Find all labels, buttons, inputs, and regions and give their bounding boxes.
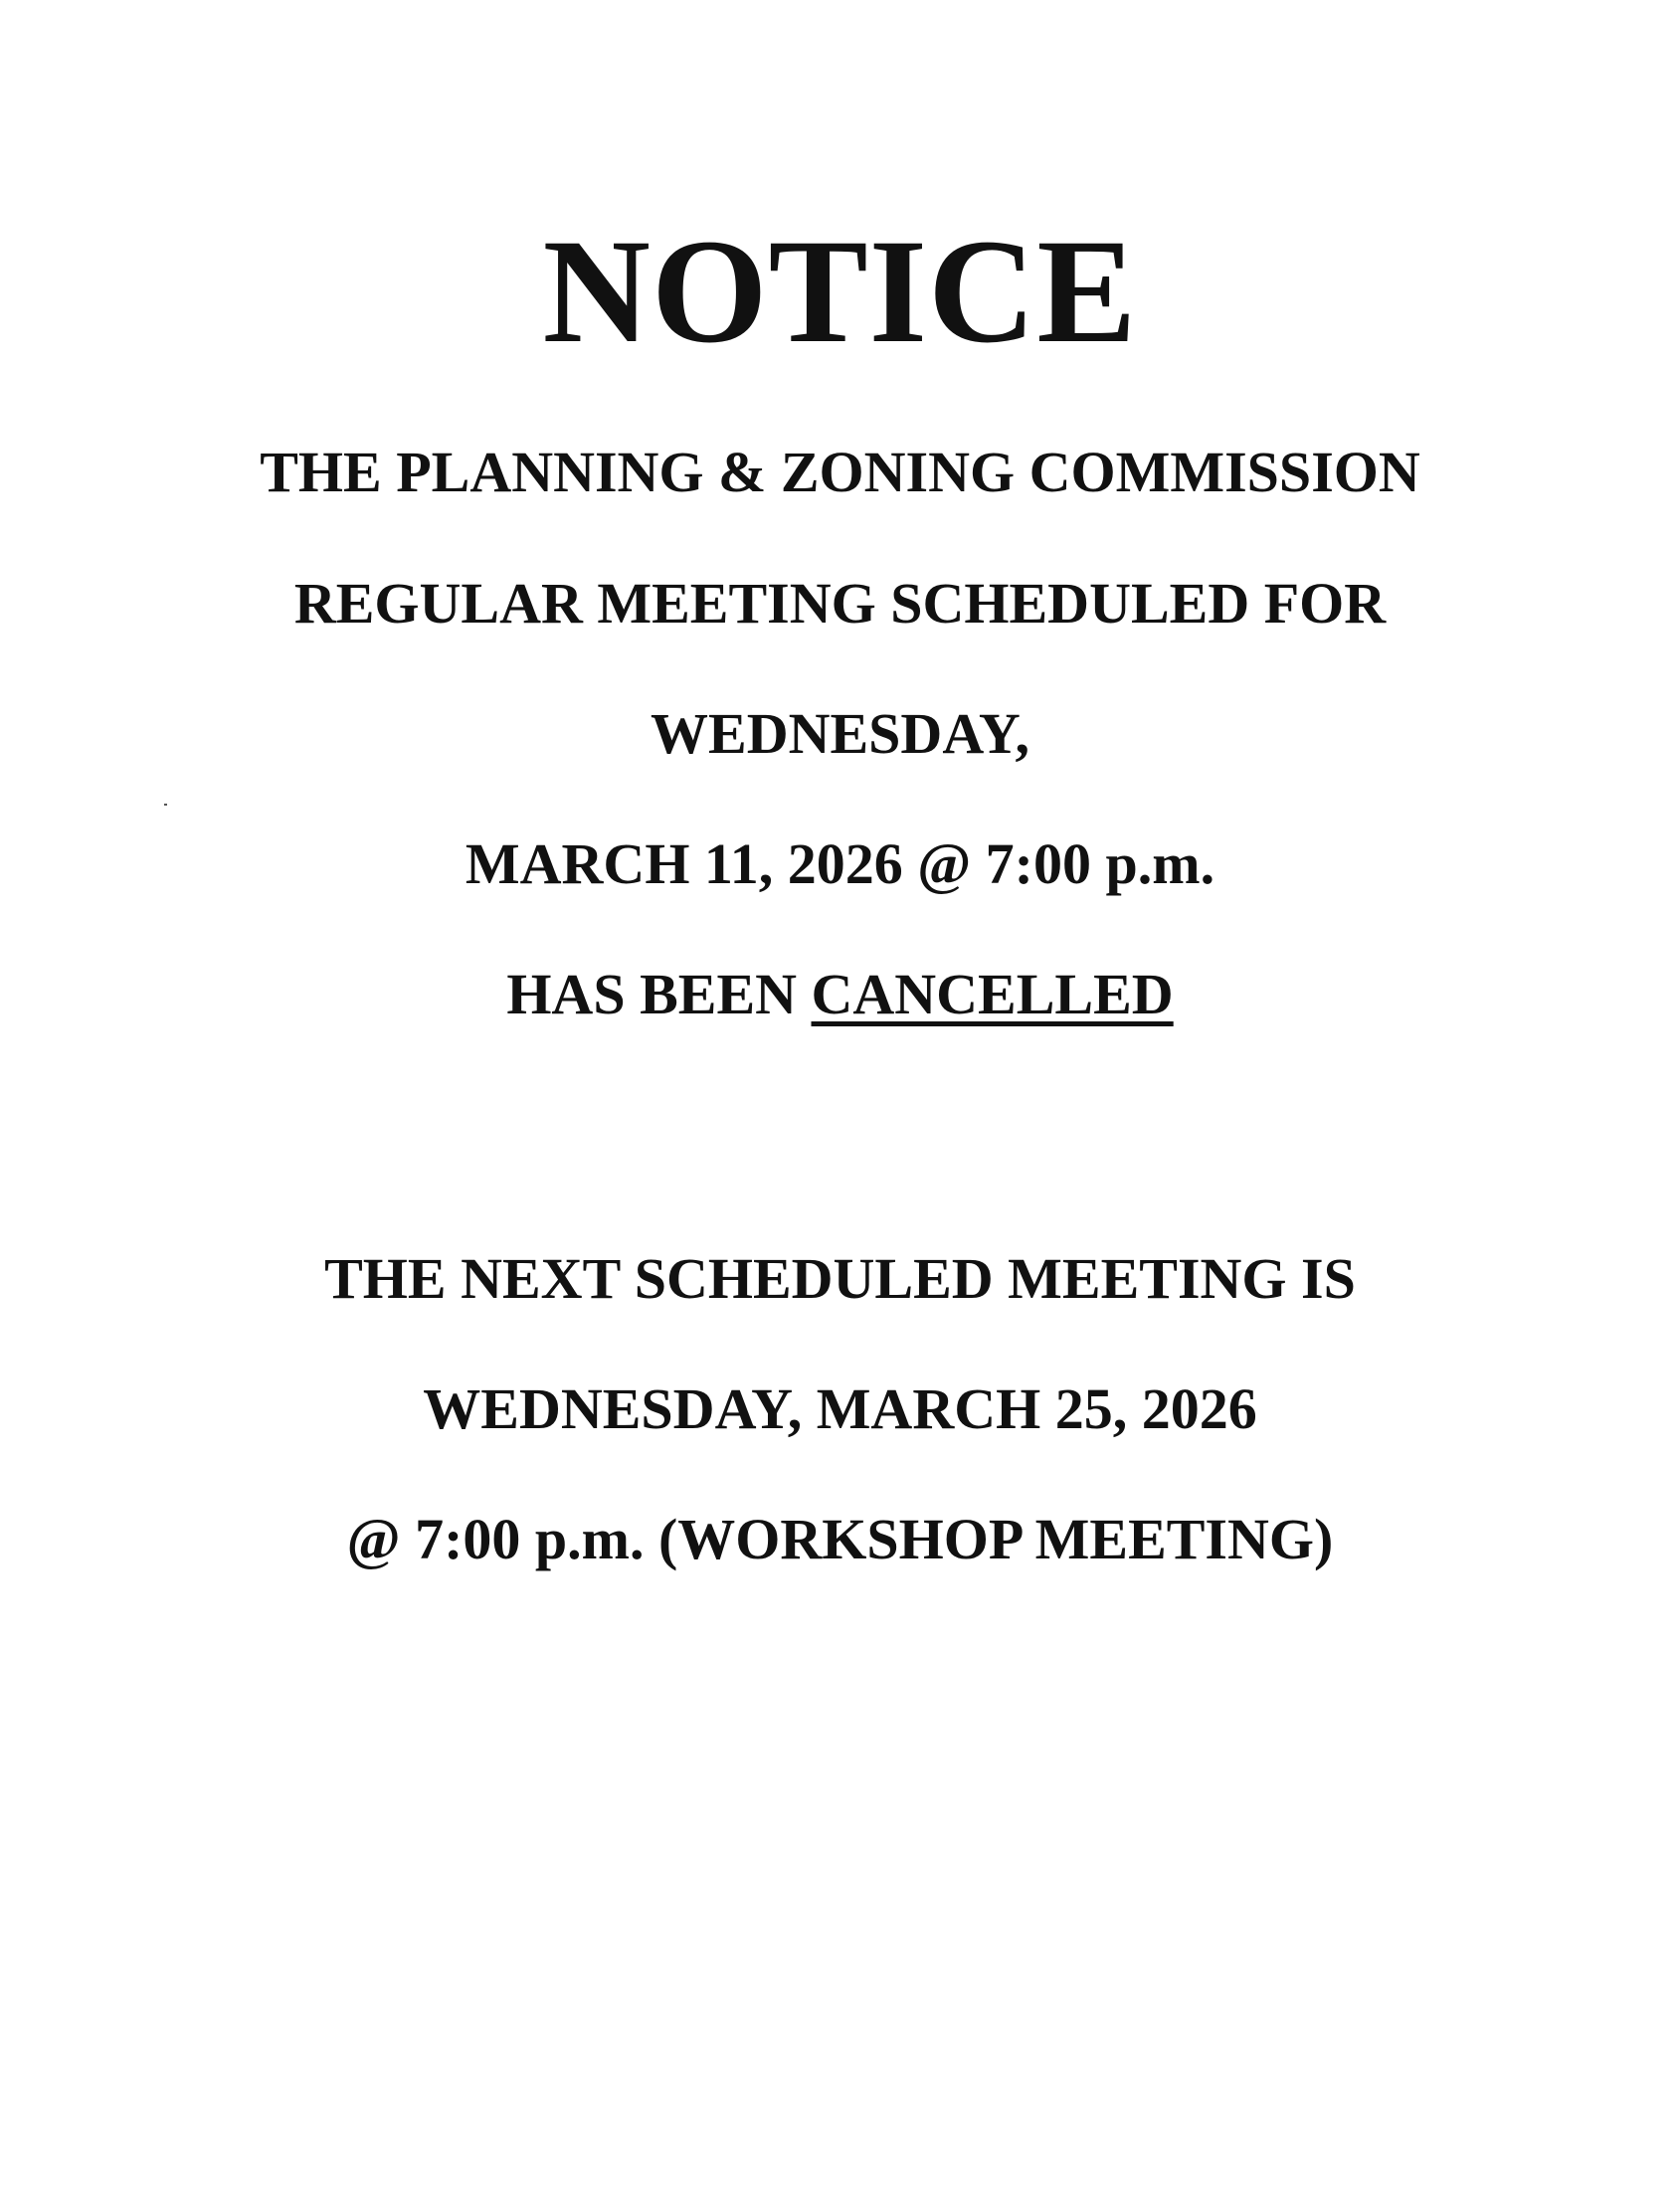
scan-speck xyxy=(164,804,167,806)
cancellation-line xyxy=(0,962,1680,1026)
commission-line: THE PLANNING & ZONING COMMISSION xyxy=(260,440,1420,504)
next-meeting-time-line: @ 7:00 p.m. (WORKSHOP MEETING) xyxy=(346,1507,1334,1571)
notice-title: NOTICE xyxy=(542,209,1138,374)
meeting-day-line: WEDNESDAY, xyxy=(651,701,1029,766)
cancellation-prefix: HAS BEEN xyxy=(506,962,812,1026)
meeting-date-line: MARCH 11, 2026 @ 7:00 p.m. xyxy=(465,831,1215,896)
next-meeting-intro-line: THE NEXT SCHEDULED MEETING IS xyxy=(324,1246,1356,1311)
cancelled-word: CANCELLED xyxy=(811,962,1174,1026)
meeting-type-line: REGULAR MEETING SCHEDULED FOR xyxy=(293,571,1387,636)
next-meeting-date-line: WEDNESDAY, MARCH 25, 2026 xyxy=(423,1376,1257,1441)
